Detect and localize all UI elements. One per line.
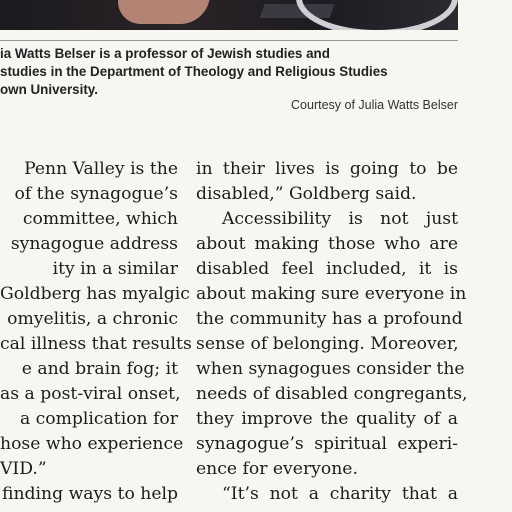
text-line: Penn Valley is the — [24, 159, 178, 179]
text-line: hose who experience — [0, 434, 184, 454]
left-column — [0, 157, 192, 507]
text-line: “It’s not a charity that a — [222, 484, 458, 504]
text-line: synagogue’s spiritual experi- — [196, 434, 458, 454]
article-photo — [0, 0, 458, 30]
photo-credit: Courtesy of Julia Watts Belser — [291, 98, 458, 112]
caption-line: studies in the Department of Theology and Religious Studies — [0, 64, 388, 79]
caption-line: ia Watts Belser is a professor of Jewish studies and — [0, 46, 330, 61]
text-line: cal illness that results — [0, 334, 192, 354]
photo-hand — [118, 0, 210, 24]
text-line: disabled feel included, it is — [196, 259, 458, 279]
text-line: Goldberg has myalgic — [0, 284, 190, 304]
text-line: when synagogues consider the — [196, 359, 465, 379]
text-line: a complication for — [19, 409, 178, 429]
text-line: in their lives is going to be — [196, 159, 458, 179]
text-line: VID.” — [0, 459, 47, 479]
text-line: about making those who are — [196, 234, 458, 254]
text-line: the community has a profound — [196, 309, 463, 329]
text-line: about making sure everyone in — [196, 284, 467, 304]
text-line: of the synagogue’s — [14, 184, 178, 204]
text-line: e and brain fog; it — [21, 359, 178, 379]
text-line: Accessibility is not just — [222, 209, 458, 229]
text-line: they improve the quality of a — [196, 409, 458, 429]
photo-caption — [0, 45, 470, 99]
text-line: finding ways to help — [2, 484, 178, 504]
photo-wheel — [296, 0, 458, 30]
text-line: disabled,” Goldberg said. — [196, 184, 417, 204]
text-line: ity in a similar — [52, 259, 178, 279]
text-line: omyelitis, a chronic — [7, 309, 178, 329]
text-line: as a post-viral onset, — [0, 384, 181, 404]
text-line: ence for everyone. — [196, 459, 358, 479]
text-line: synagogue address — [10, 234, 178, 254]
text-line: sense of belonging. Moreover, — [196, 334, 459, 354]
right-column — [196, 157, 468, 507]
text-line: needs of disabled congregants, — [196, 384, 468, 404]
text-line: committee, which — [22, 209, 178, 229]
caption-divider — [0, 40, 458, 41]
caption-line: own University. — [0, 82, 98, 97]
